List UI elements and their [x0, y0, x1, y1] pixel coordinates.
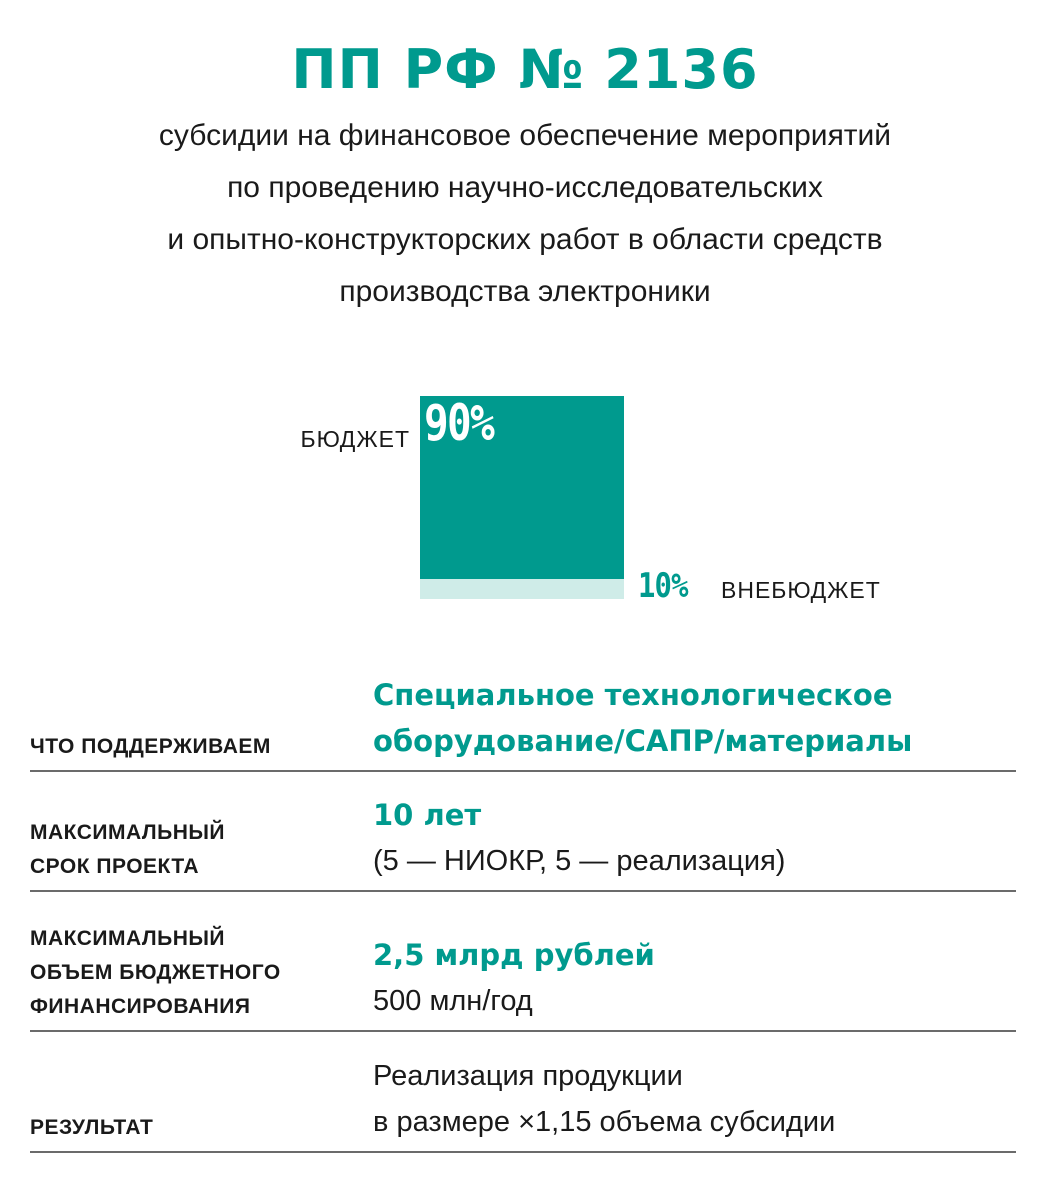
- row-value-plain: в размере ×1,15 объема субсидии: [373, 1106, 836, 1138]
- row-label: [30, 816, 360, 884]
- extra-budget-bar: [420, 579, 624, 599]
- table-row-term: [30, 772, 1016, 892]
- row-label: [30, 922, 360, 1024]
- budget-label: БЮДЖЕТ: [300, 426, 410, 452]
- row-label-line: ОБЪЕМ БЮДЖЕТНОГО: [30, 961, 281, 984]
- row-value-accent: оборудование/САПР/материалы: [373, 724, 913, 758]
- page-title: ПП РФ № 2136: [291, 38, 759, 101]
- row-value-accent: 10 лет: [373, 798, 482, 832]
- row-value: [373, 932, 1013, 1024]
- table-row-funding: [30, 892, 1016, 1032]
- row-label: [30, 1111, 360, 1145]
- budget-percent: 90%: [424, 394, 494, 452]
- row-label-line: МАКСИМАЛЬНЫЙ: [30, 821, 226, 844]
- row-value-accent: Специальное технологическое: [373, 678, 893, 712]
- row-label-line: ФИНАНСИРОВАНИЯ: [30, 995, 251, 1018]
- row-value-plain: Реализация продукции: [373, 1060, 683, 1092]
- table-row-result: [30, 1032, 1016, 1153]
- row-value: [373, 792, 1013, 884]
- row-value-accent: 2,5 млрд рублей: [373, 938, 655, 972]
- row-label: [30, 730, 360, 764]
- subtitle-line: производства электроники: [339, 275, 711, 308]
- subtitle-line: субсидии на финансовое обеспечение мероприятий: [158, 119, 892, 152]
- subtitle-line: и опытно-конструкторских работ в области средств: [167, 223, 883, 256]
- row-label-line: СРОК ПРОЕКТА: [30, 855, 200, 878]
- row-value: [373, 672, 1013, 764]
- row-label-line: ЧТО ПОДДЕРЖИВАЕМ: [30, 735, 271, 758]
- extra-budget-percent: 10%: [638, 566, 688, 606]
- row-label-line: РЕЗУЛЬТАТ: [30, 1116, 154, 1139]
- extra-budget-label: ВНЕБЮДЖЕТ: [721, 577, 881, 603]
- row-value-plain: (5 — НИОКР, 5 — реализация): [373, 845, 786, 877]
- info-table: [30, 660, 1016, 1153]
- row-value-plain: 500 млн/год: [373, 985, 533, 1017]
- row-value: [373, 1053, 1013, 1145]
- subtitle-line: по проведению научно-исследовательских: [227, 171, 823, 204]
- table-row-support: [30, 660, 1016, 772]
- row-label-line: МАКСИМАЛЬНЫЙ: [30, 927, 226, 950]
